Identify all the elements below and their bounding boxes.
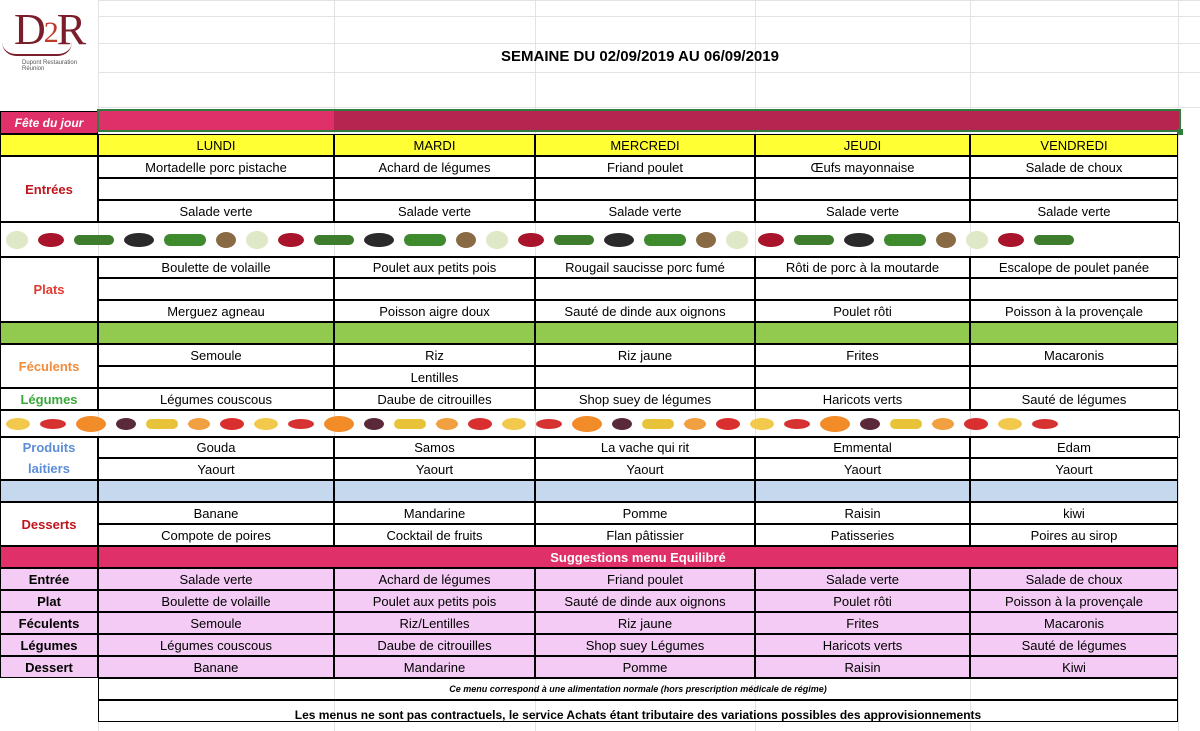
menu-cell: Patisseries	[755, 524, 970, 546]
pomegranate-image	[278, 233, 304, 247]
olives-image	[364, 233, 394, 247]
suggestion-cell: Sauté de dinde aux oignons	[535, 590, 755, 612]
menu-cell-empty	[970, 178, 1178, 200]
banana-image	[146, 419, 178, 429]
suggestion-cell: Salade verte	[755, 568, 970, 590]
zucchini-image	[74, 235, 114, 245]
menu-cell: Salade verte	[535, 200, 755, 222]
menu-cell: Poires au sirop	[970, 524, 1178, 546]
fennel-image	[966, 231, 988, 249]
green-beans-image	[164, 234, 206, 246]
orange-image	[572, 416, 602, 432]
logo-subtitle: Dupont Restauration Réunion	[22, 60, 78, 72]
suggestions-title: Suggestions menu Equilibré	[98, 546, 1178, 568]
fete-label: Fête du jour	[0, 111, 98, 134]
menu-cell: Merguez agneau	[98, 300, 334, 322]
day-header: VENDREDI	[970, 134, 1178, 156]
menu-cell: Rôti de porc à la moutarde	[755, 256, 970, 278]
menu-cell-empty	[98, 278, 334, 300]
menu-cell-empty	[334, 278, 535, 300]
raspberries-image	[964, 418, 988, 430]
mushroom-image	[696, 232, 716, 248]
menu-cell: Compote de poires	[98, 524, 334, 546]
menu-cell: Flan pâtissier	[535, 524, 755, 546]
zucchini-image	[554, 235, 594, 245]
apricot-image	[436, 418, 458, 430]
lemon-image	[750, 418, 774, 430]
zucchini-image	[794, 235, 834, 245]
menu-cell: Daube de citrouilles	[334, 388, 535, 410]
menu-cell: Légumes couscous	[98, 388, 334, 410]
menu-cell: Cocktail de fruits	[334, 524, 535, 546]
separator-band	[535, 480, 755, 502]
suggestion-cell: Poulet aux petits pois	[334, 590, 535, 612]
suggestion-label: Légumes	[0, 634, 98, 656]
menu-cell-empty	[970, 278, 1178, 300]
apricot-image	[932, 418, 954, 430]
menu-cell-empty	[98, 178, 334, 200]
suggestion-cell: Poulet rôti	[755, 590, 970, 612]
menu-cell: Edam	[970, 436, 1178, 458]
menu-cell: Escalope de poulet panée	[970, 256, 1178, 278]
olives-image	[604, 233, 634, 247]
menu-cell: Boulette de volaille	[98, 256, 334, 278]
olives-image	[844, 233, 874, 247]
suggestion-label: Féculents	[0, 612, 98, 634]
menu-cell	[535, 366, 755, 388]
menu-cell: Riz	[334, 344, 535, 366]
raspberries-image	[468, 418, 492, 430]
suggestion-cell: Sauté de légumes	[970, 634, 1178, 656]
strawberries-image	[1032, 419, 1058, 429]
fruits-strip	[0, 410, 1180, 438]
apricot-image	[684, 418, 706, 430]
grid-row-line	[98, 107, 1200, 108]
menu-cell: Poulet aux petits pois	[334, 256, 535, 278]
pomegranate-image	[758, 233, 784, 247]
suggestion-cell: Salade de choux	[970, 568, 1178, 590]
menu-cell-empty	[535, 278, 755, 300]
suggestion-cell: Mandarine	[334, 656, 535, 678]
separator-band	[0, 480, 98, 502]
category-plats: Plats	[0, 256, 98, 322]
pomegranate-image	[998, 233, 1024, 247]
suggestion-cell: Banane	[98, 656, 334, 678]
menu-cell: kiwi	[970, 502, 1178, 524]
figs-image	[860, 418, 880, 430]
suggestion-cell: Achard de légumes	[334, 568, 535, 590]
suggestion-cell: Riz jaune	[535, 612, 755, 634]
suggestion-cell: Poisson à la provençale	[970, 590, 1178, 612]
company-logo	[0, 4, 98, 70]
suggestion-cell: Légumes couscous	[98, 634, 334, 656]
menu-cell: Shop suey de légumes	[535, 388, 755, 410]
fennel-image	[246, 231, 268, 249]
separator-band	[0, 322, 98, 344]
menu-cell-empty	[755, 278, 970, 300]
menu-cell: Yaourt	[755, 458, 970, 480]
raspberries-image	[220, 418, 244, 430]
category-legumes: Légumes	[0, 388, 98, 410]
menu-cell: Salade verte	[334, 200, 535, 222]
day-header-corner	[0, 134, 98, 156]
suggestion-cell: Daube de citrouilles	[334, 634, 535, 656]
day-header: MARDI	[334, 134, 535, 156]
menu-cell: Friand poulet	[535, 156, 755, 178]
suggestion-cell: Kiwi	[970, 656, 1178, 678]
banana-image	[890, 419, 922, 429]
menu-cell: Yaourt	[535, 458, 755, 480]
fennel-image	[726, 231, 748, 249]
menu-cell: Mortadelle porc pistache	[98, 156, 334, 178]
suggestion-cell: Friand poulet	[535, 568, 755, 590]
mushroom-image	[456, 232, 476, 248]
suggestion-cell: Pomme	[535, 656, 755, 678]
green-beans-image	[884, 234, 926, 246]
menu-cell: Sauté de dinde aux oignons	[535, 300, 755, 322]
suggestions-title-corner	[0, 546, 98, 568]
menu-cell: Yaourt	[334, 458, 535, 480]
strawberries-image	[288, 419, 314, 429]
menu-cell: Gouda	[98, 436, 334, 458]
menu-cell	[98, 366, 334, 388]
category-laitiers	[0, 436, 98, 480]
category-laitiers-line2: laitiers	[28, 461, 70, 476]
banana-image	[642, 419, 674, 429]
suggestion-label: Entrée	[0, 568, 98, 590]
separator-band	[98, 480, 334, 502]
apricot-image	[188, 418, 210, 430]
category-feculents: Féculents	[0, 344, 98, 388]
separator-band	[970, 480, 1178, 502]
pomegranate-image	[518, 233, 544, 247]
suggestion-cell: Semoule	[98, 612, 334, 634]
menu-cell-empty	[755, 178, 970, 200]
menu-cell: Riz jaune	[535, 344, 755, 366]
suggestion-cell: Haricots verts	[755, 634, 970, 656]
menu-cell: Frites	[755, 344, 970, 366]
menu-cell: Poisson aigre doux	[334, 300, 535, 322]
menu-cell: Semoule	[98, 344, 334, 366]
suggestion-cell: Riz/Lentilles	[334, 612, 535, 634]
separator-band	[755, 322, 970, 344]
green-beans-image	[404, 234, 446, 246]
olives-image	[124, 233, 154, 247]
category-desserts: Desserts	[0, 502, 98, 546]
suggestion-cell: Frites	[755, 612, 970, 634]
menu-cell: Poulet rôti	[755, 300, 970, 322]
note-diet: Ce menu correspond à une alimentation normale (hors prescription médicale de régime)	[449, 684, 827, 694]
mushroom-image	[216, 232, 236, 248]
menu-cell: Sauté de légumes	[970, 388, 1178, 410]
menu-cell	[970, 366, 1178, 388]
day-header: JEUDI	[755, 134, 970, 156]
raspberries-image	[716, 418, 740, 430]
menu-cell: Banane	[98, 502, 334, 524]
pomegranate-image	[38, 233, 64, 247]
grid-row-line	[98, 43, 1200, 44]
grid-row-line	[98, 72, 1200, 73]
menu-cell: Emmental	[755, 436, 970, 458]
figs-image	[364, 418, 384, 430]
menu-cell: Samos	[334, 436, 535, 458]
separator-band	[98, 322, 334, 344]
lemon-image	[6, 418, 30, 430]
separator-band	[334, 480, 535, 502]
selected-cell-outline[interactable]	[97, 109, 1181, 132]
menu-cell: Salade de choux	[970, 156, 1178, 178]
mushroom-image	[936, 232, 956, 248]
menu-cell: Raisin	[755, 502, 970, 524]
separator-band	[970, 322, 1178, 344]
vegetables-strip	[0, 222, 1180, 258]
grid-row-line	[98, 0, 1200, 1]
banana-image	[394, 419, 426, 429]
menu-cell: Œufs mayonnaise	[755, 156, 970, 178]
menu-cell: Pomme	[535, 502, 755, 524]
strawberries-image	[40, 419, 66, 429]
menu-cell: Achard de légumes	[334, 156, 535, 178]
menu-cell: Lentilles	[334, 366, 535, 388]
menu-cell-empty	[334, 178, 535, 200]
fennel-image	[6, 231, 28, 249]
menu-cell: Salade verte	[98, 200, 334, 222]
orange-image	[324, 416, 354, 432]
day-header: MERCREDI	[535, 134, 755, 156]
menu-cell: La vache qui rit	[535, 436, 755, 458]
note-disclaimer: Les menus ne sont pas contractuels, le service Achats étant tributaire des variations possibles des approvisionnements	[294, 708, 982, 722]
separator-band	[755, 480, 970, 502]
category-laitiers-line1: Produits	[22, 440, 76, 455]
suggestion-cell: Shop suey Légumes	[535, 634, 755, 656]
logo-swoosh	[2, 42, 72, 56]
menu-cell: Haricots verts	[755, 388, 970, 410]
menu-cell	[755, 366, 970, 388]
menu-cell: Salade verte	[970, 200, 1178, 222]
strawberries-image	[784, 419, 810, 429]
lemon-image	[998, 418, 1022, 430]
menu-cell: Mandarine	[334, 502, 535, 524]
grid-row-line	[98, 16, 1200, 17]
lemon-image	[254, 418, 278, 430]
suggestion-label: Dessert	[0, 656, 98, 678]
orange-image	[820, 416, 850, 432]
menu-cell: Poisson à la provençale	[970, 300, 1178, 322]
menu-cell: Yaourt	[970, 458, 1178, 480]
menu-cell-empty	[535, 178, 755, 200]
suggestion-cell: Macaronis	[970, 612, 1178, 634]
fennel-image	[486, 231, 508, 249]
figs-image	[116, 418, 136, 430]
suggestion-cell: Raisin	[755, 656, 970, 678]
menu-cell: Rougail saucisse porc fumé	[535, 256, 755, 278]
green-beans-image	[644, 234, 686, 246]
logo-mark: D2R	[14, 5, 85, 54]
page-title: SEMAINE DU 02/09/2019 AU 06/09/2019	[501, 48, 779, 65]
zucchini-image	[1034, 235, 1074, 245]
menu-cell: Salade verte	[755, 200, 970, 222]
suggestion-cell: Boulette de volaille	[98, 590, 334, 612]
day-header: LUNDI	[98, 134, 334, 156]
menu-cell: Macaronis	[970, 344, 1178, 366]
strawberries-image	[536, 419, 562, 429]
menu-cell: Yaourt	[98, 458, 334, 480]
zucchini-image	[314, 235, 354, 245]
suggestion-cell: Salade verte	[98, 568, 334, 590]
orange-image	[76, 416, 106, 432]
figs-image	[612, 418, 632, 430]
suggestion-label: Plat	[0, 590, 98, 612]
lemon-image	[502, 418, 526, 430]
separator-band	[535, 322, 755, 344]
separator-band	[334, 322, 535, 344]
category-entrees: Entrées	[0, 156, 98, 222]
